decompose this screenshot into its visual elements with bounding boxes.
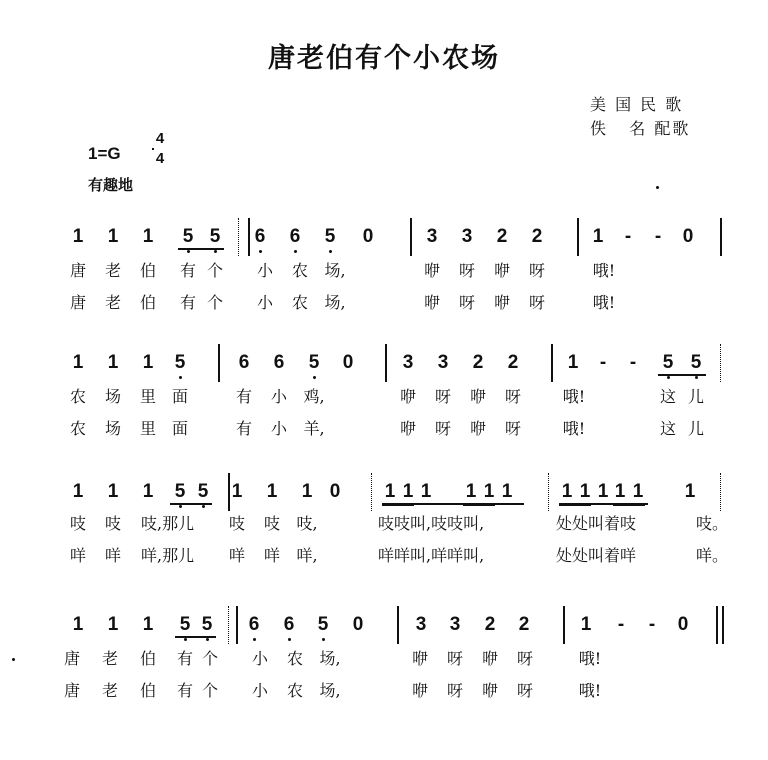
dotted-bar-line [720, 344, 721, 382]
note-3: 3 [461, 226, 473, 247]
note-5: 5 [690, 352, 702, 373]
note-1: 1 [579, 481, 591, 502]
note-2: 2 [531, 226, 543, 247]
note-5: 5 [197, 481, 209, 502]
lyric-syllable: 里 [139, 419, 156, 438]
note-6: 6 [289, 226, 301, 247]
lyric-syllable: 个 [206, 261, 223, 280]
note-1: 1 [107, 481, 119, 502]
lyric-syllable: 伯 [139, 293, 156, 312]
lyric-syllable: 呀 [446, 681, 463, 700]
dotted-bar-line [548, 473, 549, 511]
note-6: 6 [238, 352, 250, 373]
lyric-syllable: 处处叫着咩 [556, 546, 637, 565]
dash-mark: - [624, 226, 632, 247]
note-1: 1 [142, 226, 154, 247]
lyric-syllable: 小 [270, 419, 287, 438]
lyric-syllable: 呀 [446, 649, 463, 668]
lyric-syllable: 面 [171, 419, 188, 438]
note-1: 1 [107, 352, 119, 373]
lyric-syllable: 吱。 [696, 514, 729, 533]
eighth-underline [170, 503, 212, 505]
lyric-syllable: 咩,那儿 [141, 546, 195, 565]
lyric-syllable: 老 [104, 293, 121, 312]
bar-line [397, 606, 399, 644]
note-5: 5 [174, 352, 186, 373]
lyric-syllable: 伯 [139, 681, 156, 700]
lyric-syllable: 伯 [139, 261, 156, 280]
bar-line [248, 218, 250, 256]
note-1: 1 [72, 614, 84, 635]
eighth-underline [175, 636, 216, 638]
note-1: 1 [107, 226, 119, 247]
lyric-syllable: 农 [286, 681, 303, 700]
note-1: 1 [142, 352, 154, 373]
lyric-syllable: 唐 [69, 293, 86, 312]
note-1: 1 [420, 481, 432, 502]
lyric-syllable: 呀 [528, 293, 545, 312]
note-5: 5 [308, 352, 320, 373]
note-2: 2 [518, 614, 530, 635]
lyric-syllable: 吱 [263, 514, 280, 533]
lyric-syllable: 这 [659, 419, 676, 438]
bar-line [577, 218, 579, 256]
low-octave-dot [294, 250, 297, 253]
note-5: 5 [317, 614, 329, 635]
lyric-syllable: 呀 [504, 419, 521, 438]
lyric-syllable: 咩咩叫,咩咩叫, [378, 546, 485, 565]
lyric-syllable: 吱吱叫,吱吱叫, [378, 514, 485, 533]
note-1: 1 [107, 614, 119, 635]
note-5: 5 [662, 352, 674, 373]
lyric-syllable: 小 [256, 293, 273, 312]
lyric-syllable: 呀 [434, 387, 451, 406]
note-1: 1 [597, 481, 609, 502]
note-0: 0 [352, 614, 364, 635]
lyric-syllable: 鸡, [303, 387, 325, 406]
lyric-syllable: 咿 [469, 387, 486, 406]
eighth-underline [178, 248, 224, 250]
time-signature-bottom: 4 [155, 150, 165, 167]
note-1: 1 [72, 352, 84, 373]
note-0: 0 [329, 481, 341, 502]
lyric-syllable: 呀 [516, 649, 533, 668]
key-signature: 1=G [88, 144, 121, 163]
lyric-syllable: 咩 [228, 546, 245, 565]
lyric-syllable: 咿 [399, 387, 416, 406]
lyric-syllable: 唐 [69, 261, 86, 280]
low-octave-dot [259, 250, 262, 253]
lyric-syllable: 小 [251, 649, 268, 668]
lyric-syllable: 农 [69, 387, 86, 406]
lyric-syllable: 有 [235, 387, 252, 406]
note-1: 1 [142, 614, 154, 635]
lyric-syllable: 农 [69, 419, 86, 438]
note-0: 0 [362, 226, 374, 247]
note-1: 1 [402, 481, 414, 502]
time-signature [150, 130, 170, 168]
lyric-syllable: 哦! [592, 293, 616, 312]
bar-line [410, 218, 412, 256]
lyric-syllable: 唐 [63, 681, 80, 700]
note-3: 3 [415, 614, 427, 635]
note-5: 5 [174, 481, 186, 502]
eighth-underline-2 [382, 504, 414, 506]
lyric-syllable: 咿 [411, 681, 428, 700]
low-octave-dot [214, 250, 217, 253]
low-octave-dot [179, 505, 182, 508]
note-1: 1 [384, 481, 396, 502]
bar-line [551, 344, 553, 382]
lyric-syllable: 咩 [104, 546, 121, 565]
note-2: 2 [496, 226, 508, 247]
lyric-syllable: 咿 [469, 419, 486, 438]
lyric-syllable: 咿 [423, 293, 440, 312]
dash-mark: - [617, 614, 625, 635]
eighth-underline-2 [463, 504, 495, 506]
lyric-syllable: 有 [179, 293, 196, 312]
note-1: 1 [567, 352, 579, 373]
bar-line [236, 606, 238, 644]
lyric-syllable: 小 [270, 387, 287, 406]
lyric-syllable: 咩 [69, 546, 86, 565]
lyric-syllable: 小 [251, 681, 268, 700]
note-5: 5 [324, 226, 336, 247]
stray-dot [656, 186, 659, 189]
bar-line [720, 218, 722, 256]
lyric-syllable: 咩, [296, 546, 318, 565]
lyric-syllable: 哦! [562, 419, 586, 438]
origin-credit: 美 国 民 歌 [590, 95, 684, 114]
note-3: 3 [437, 352, 449, 373]
lyric-syllable: 呀 [458, 293, 475, 312]
low-octave-dot [667, 376, 670, 379]
lyric-syllable: 哦! [578, 649, 602, 668]
low-octave-dot [288, 638, 291, 641]
lyric-syllable: 面 [171, 387, 188, 406]
lyric-syllable: 伯 [139, 649, 156, 668]
low-octave-dot [202, 505, 205, 508]
note-1: 1 [561, 481, 573, 502]
note-0: 0 [342, 352, 354, 373]
note-1: 1 [614, 481, 626, 502]
note-5: 5 [201, 614, 213, 635]
lyric-syllable: 有 [235, 419, 252, 438]
lyric-syllable: 咿 [493, 261, 510, 280]
note-3: 3 [402, 352, 414, 373]
lyric-syllable: 场, [319, 681, 341, 700]
lyric-syllable: 有 [176, 681, 193, 700]
note-1: 1 [580, 614, 592, 635]
lyric-syllable: 农 [286, 649, 303, 668]
low-octave-dot [206, 638, 209, 641]
dotted-bar-line [720, 473, 721, 511]
note-1: 1 [684, 481, 696, 502]
note-2: 2 [472, 352, 484, 373]
lyric-syllable: 儿 [687, 419, 704, 438]
lyric-syllable: 处处叫着吱 [556, 514, 637, 533]
note-1: 1 [266, 481, 278, 502]
eighth-underline-2 [613, 504, 645, 506]
lyric-syllable: 个 [206, 293, 223, 312]
bar-line [218, 344, 220, 382]
note-6: 6 [273, 352, 285, 373]
note-5: 5 [182, 226, 194, 247]
note-2: 2 [507, 352, 519, 373]
song-title: 唐老伯有个小农场 [268, 43, 500, 74]
bar-line [722, 606, 724, 644]
lyric-syllable: 呀 [516, 681, 533, 700]
lyric-syllable: 唐 [63, 649, 80, 668]
lyric-syllable: 哦! [592, 261, 616, 280]
low-octave-dot [187, 250, 190, 253]
note-6: 6 [283, 614, 295, 635]
note-6: 6 [254, 226, 266, 247]
lyric-syllable: 咩。 [696, 546, 729, 565]
lyric-syllable: 老 [101, 681, 118, 700]
low-octave-dot [695, 376, 698, 379]
low-octave-dot [329, 250, 332, 253]
dash-mark: - [648, 614, 656, 635]
lyric-syllable: 吱 [228, 514, 245, 533]
lyric-syllable: 咿 [411, 649, 428, 668]
lyric-syllable: 吱 [69, 514, 86, 533]
lyric-syllable: 有 [176, 649, 193, 668]
time-signature-top: 4 [155, 130, 165, 147]
lyric-syllable: 个 [201, 649, 218, 668]
tempo-marking: 有趣地 [88, 176, 134, 194]
note-0: 0 [682, 226, 694, 247]
note-1: 1 [592, 226, 604, 247]
low-octave-dot [253, 638, 256, 641]
note-1: 1 [231, 481, 243, 502]
lyric-syllable: 农 [291, 293, 308, 312]
lyric-syllable: 场, [324, 261, 346, 280]
lyric-syllable: 老 [101, 649, 118, 668]
dash-mark: - [629, 352, 637, 373]
note-1: 1 [72, 481, 84, 502]
lyric-syllable: 农 [291, 261, 308, 280]
note-3: 3 [449, 614, 461, 635]
lyric-syllable: 吱 [104, 514, 121, 533]
stray-dot-left [12, 658, 15, 661]
eighth-underline-2 [559, 504, 591, 506]
lyric-syllable: 里 [139, 387, 156, 406]
lyric-syllable: 场 [104, 387, 121, 406]
note-3: 3 [426, 226, 438, 247]
note-1: 1 [301, 481, 313, 502]
dash-mark: - [599, 352, 607, 373]
low-octave-dot [184, 638, 187, 641]
lyric-syllable: 呀 [458, 261, 475, 280]
lyric-syllable: 场 [104, 419, 121, 438]
low-octave-dot [179, 376, 182, 379]
note-2: 2 [484, 614, 496, 635]
lyric-syllable: 儿 [687, 387, 704, 406]
low-octave-dot [313, 376, 316, 379]
note-5: 5 [179, 614, 191, 635]
lyric-syllable: 小 [256, 261, 273, 280]
dash-mark: - [654, 226, 662, 247]
lyric-syllable: 老 [104, 261, 121, 280]
bar-line [385, 344, 387, 382]
note-1: 1 [465, 481, 477, 502]
lyric-syllable: 个 [201, 681, 218, 700]
lyric-syllable: 咿 [399, 419, 416, 438]
note-1: 1 [142, 481, 154, 502]
note-5: 5 [209, 226, 221, 247]
lyric-syllable: 咿 [423, 261, 440, 280]
lyric-syllable: 哦! [578, 681, 602, 700]
note-1: 1 [501, 481, 513, 502]
note-1: 1 [483, 481, 495, 502]
note-0: 0 [677, 614, 689, 635]
low-octave-dot [322, 638, 325, 641]
dotted-bar-line [238, 218, 239, 256]
lyric-syllable: 羊, [303, 419, 325, 438]
dotted-bar-line [371, 473, 372, 511]
lyric-syllable: 呀 [434, 419, 451, 438]
note-1: 1 [72, 226, 84, 247]
lyric-syllable: 场, [319, 649, 341, 668]
lyric-syllable: 咿 [481, 681, 498, 700]
dotted-bar-line [228, 606, 229, 644]
lyric-syllable: 场, [324, 293, 346, 312]
lyric-syllable: 有 [179, 261, 196, 280]
lyric-syllable: 这 [659, 387, 676, 406]
lyric-syllable: 呀 [504, 387, 521, 406]
bar-line [563, 606, 565, 644]
lyric-syllable: 吱,那儿 [141, 514, 195, 533]
bar-line [228, 473, 230, 511]
lyric-syllable: 呀 [528, 261, 545, 280]
lyric-syllable: 咿 [481, 649, 498, 668]
lyric-syllable: 吱, [296, 514, 318, 533]
lyricist-credit: 佚 名 配歌 [590, 119, 691, 138]
bar-line [716, 606, 718, 644]
lyric-syllable: 咩 [263, 546, 280, 565]
note-6: 6 [248, 614, 260, 635]
lyric-syllable: 哦! [562, 387, 586, 406]
note-1: 1 [632, 481, 644, 502]
eighth-underline [658, 374, 706, 376]
lyric-syllable: 咿 [493, 293, 510, 312]
